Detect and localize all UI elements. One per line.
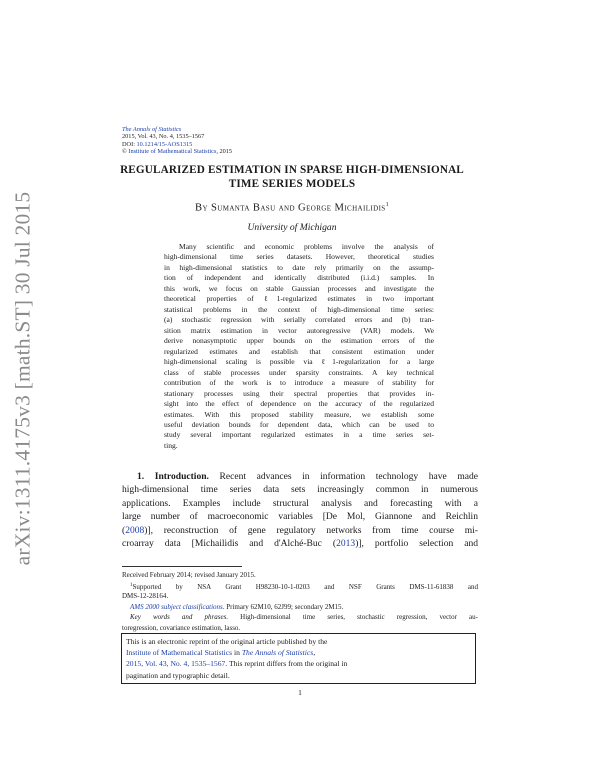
abstract-line: high-dimensional time series datasets. However, theoretical studies: [164, 252, 434, 262]
intro-line: (2008)], reconstruction of gene regulatory networks from time course mi-: [122, 524, 478, 536]
affiliation: University of Michigan: [247, 222, 337, 233]
annals-link[interactable]: The Annals of Statistics: [241, 648, 314, 658]
abstract-line: tion of independent and identically distributed (i.i.d.) samples. In: [164, 273, 434, 283]
doi-link[interactable]: 10.1214/15-AOS1315: [136, 140, 193, 148]
author-basu: Sumanta Basu: [210, 202, 276, 214]
abstract-line: this work, we focus on stable Gaussian processes and investigate the: [164, 283, 434, 293]
author-footnote-mark: 1: [385, 202, 389, 208]
intro-line: high-dimensional time series data sets increasingly common in numerous: [122, 484, 478, 496]
footnotes: Received February 2014; revised January 2015. $^1$Supported by NSA Grant H98230-10-1-0203 and NSF Grants DMS-11-61838 and DMS-12-28164. AMS 2000 subject classifications. Primary 62M10, 62J99; secondary 2M15. Key words and phrases. High-dimensional time series, stochastic regression, vector au- toregression, covariance estimation, lasso.: [122, 571, 478, 632]
intro-line: applications. Examples include structural analysis and forecasting with a: [122, 497, 478, 509]
citation-link-2013[interactable]: 2013: [336, 538, 356, 550]
abstract-line: sition matrix estimation in vector autoregressive (VAR) models. We: [164, 325, 434, 335]
copyright-org-link[interactable]: Institute of Mathematical Statistics: [128, 147, 217, 155]
abstract-line: regularized estimates and establish that consistent estimation under: [164, 346, 434, 356]
arxiv-identifier[interactable]: arXiv:1311.4175v3 [math.ST] 30 Jul 2015: [10, 191, 35, 565]
abstract-line: stationary processes using their spectral properties that provides in-: [164, 388, 434, 398]
abstract-line: study several important regularized estimates in a time series set-: [164, 430, 434, 440]
keywords: Key words and phrases. High-dimensional time series, stochastic regression, vector au-: [130, 613, 478, 621]
journal-volume-info: 2015, Vol. 43, No. 4, 1535–1567: [122, 133, 205, 141]
intro-line: large number of macroeconomic variables [De Mol, Giannone and Reichlin: [122, 511, 478, 523]
ams-classification-link[interactable]: AMS 2000 subject classifications.: [130, 602, 225, 611]
abstract-line: high-dimensional scaling is possible via ℓ1-regularization for a large: [164, 357, 434, 367]
section-heading-introduction: 1. Introduction.: [137, 471, 209, 482]
intro-line: croarray data [Michailidis and d'Alché-Buc (2013)], portfolio selection and: [122, 538, 479, 550]
abstract-line: statistical problems in the context of high-dimensional time series:: [164, 304, 434, 314]
ams-classification: AMS 2000 subject classifications. Primary 62M10, 62J99; secondary 2M15.: [130, 602, 344, 611]
footnote-divider: [122, 566, 242, 567]
ims-link[interactable]: Institute of Mathematical Statistics: [126, 648, 233, 658]
arxiv-stamp: [2, 168, 44, 588]
author-line: By Sumanta Basu and George Michailidis$^1$: [194, 202, 389, 214]
abstract-line: ting.: [164, 440, 178, 450]
abstract-line: contribution of the work is to introduce a measure of stability for: [164, 378, 434, 388]
volume-link[interactable]: 2015, Vol. 43, No. 4, 1535–1567: [126, 659, 226, 669]
abstract-line: derive nonasymptotic upper bounds on the estimation errors of the: [164, 336, 434, 346]
journal-name-link[interactable]: The Annals of Statistics: [122, 126, 182, 133]
paper-title: REGULARIZED ESTIMATION IN SPARSE HIGH-DIMENSIONAL TIME SERIES MODELS: [120, 164, 464, 190]
page-number: 1: [298, 688, 302, 697]
author-michailidis: George Michailidis: [298, 202, 386, 214]
introduction-section: [122, 470, 478, 551]
abstract-line: estimates. With this proposed stability measure, we establish some: [164, 409, 434, 419]
abstract: [164, 242, 434, 451]
abstract-line: (a) stochastic regression with serially correlated errors and (b) tran-: [164, 315, 434, 325]
intro-line: 1. Introduction. Recent advances in information technology have made: [137, 471, 479, 482]
abstract-line: class of stable processes under sparsity constraints. A key technical: [164, 367, 434, 377]
received-dates: Received February 2014; revised January 2015.: [122, 571, 256, 579]
abstract-line: theoretical properties of ℓ1-regularized estimates in two important: [164, 294, 434, 304]
abstract-line: useful deviation bounds for dependent data, which can be used to: [164, 419, 434, 429]
reprint-notice-box: This is an electronic reprint of the original article published by the Institute of Mathematical Statistics in The Annals of Statistics, 2015, Vol. 43, No. 4, 1535–1567. This reprint differs from the original in pagination and typographic detail.: [121, 633, 476, 684]
journal-info: The Annals of Statistics 2015, Vol. 43, No. 4, 1535–1567 DOI: 10.1214/15-AOS1315 © Institute of Mathematical Statistics, 2015: [122, 126, 422, 155]
abstract-line: in high-dimensional statistics to date rely primarily on the assump-: [164, 262, 434, 272]
support-footnote: $^1$Supported by NSA Grant H98230-10-1-0203 and NSF Grants DMS-11-61838 and: [130, 582, 478, 591]
abstract-line: Many scientific and economic problems involve the analysis of: [179, 242, 434, 251]
abstract-line: sight into the effect of dependence on the accuracy of the regularized: [164, 399, 434, 409]
citation-link-2008[interactable]: 2008: [125, 524, 145, 536]
